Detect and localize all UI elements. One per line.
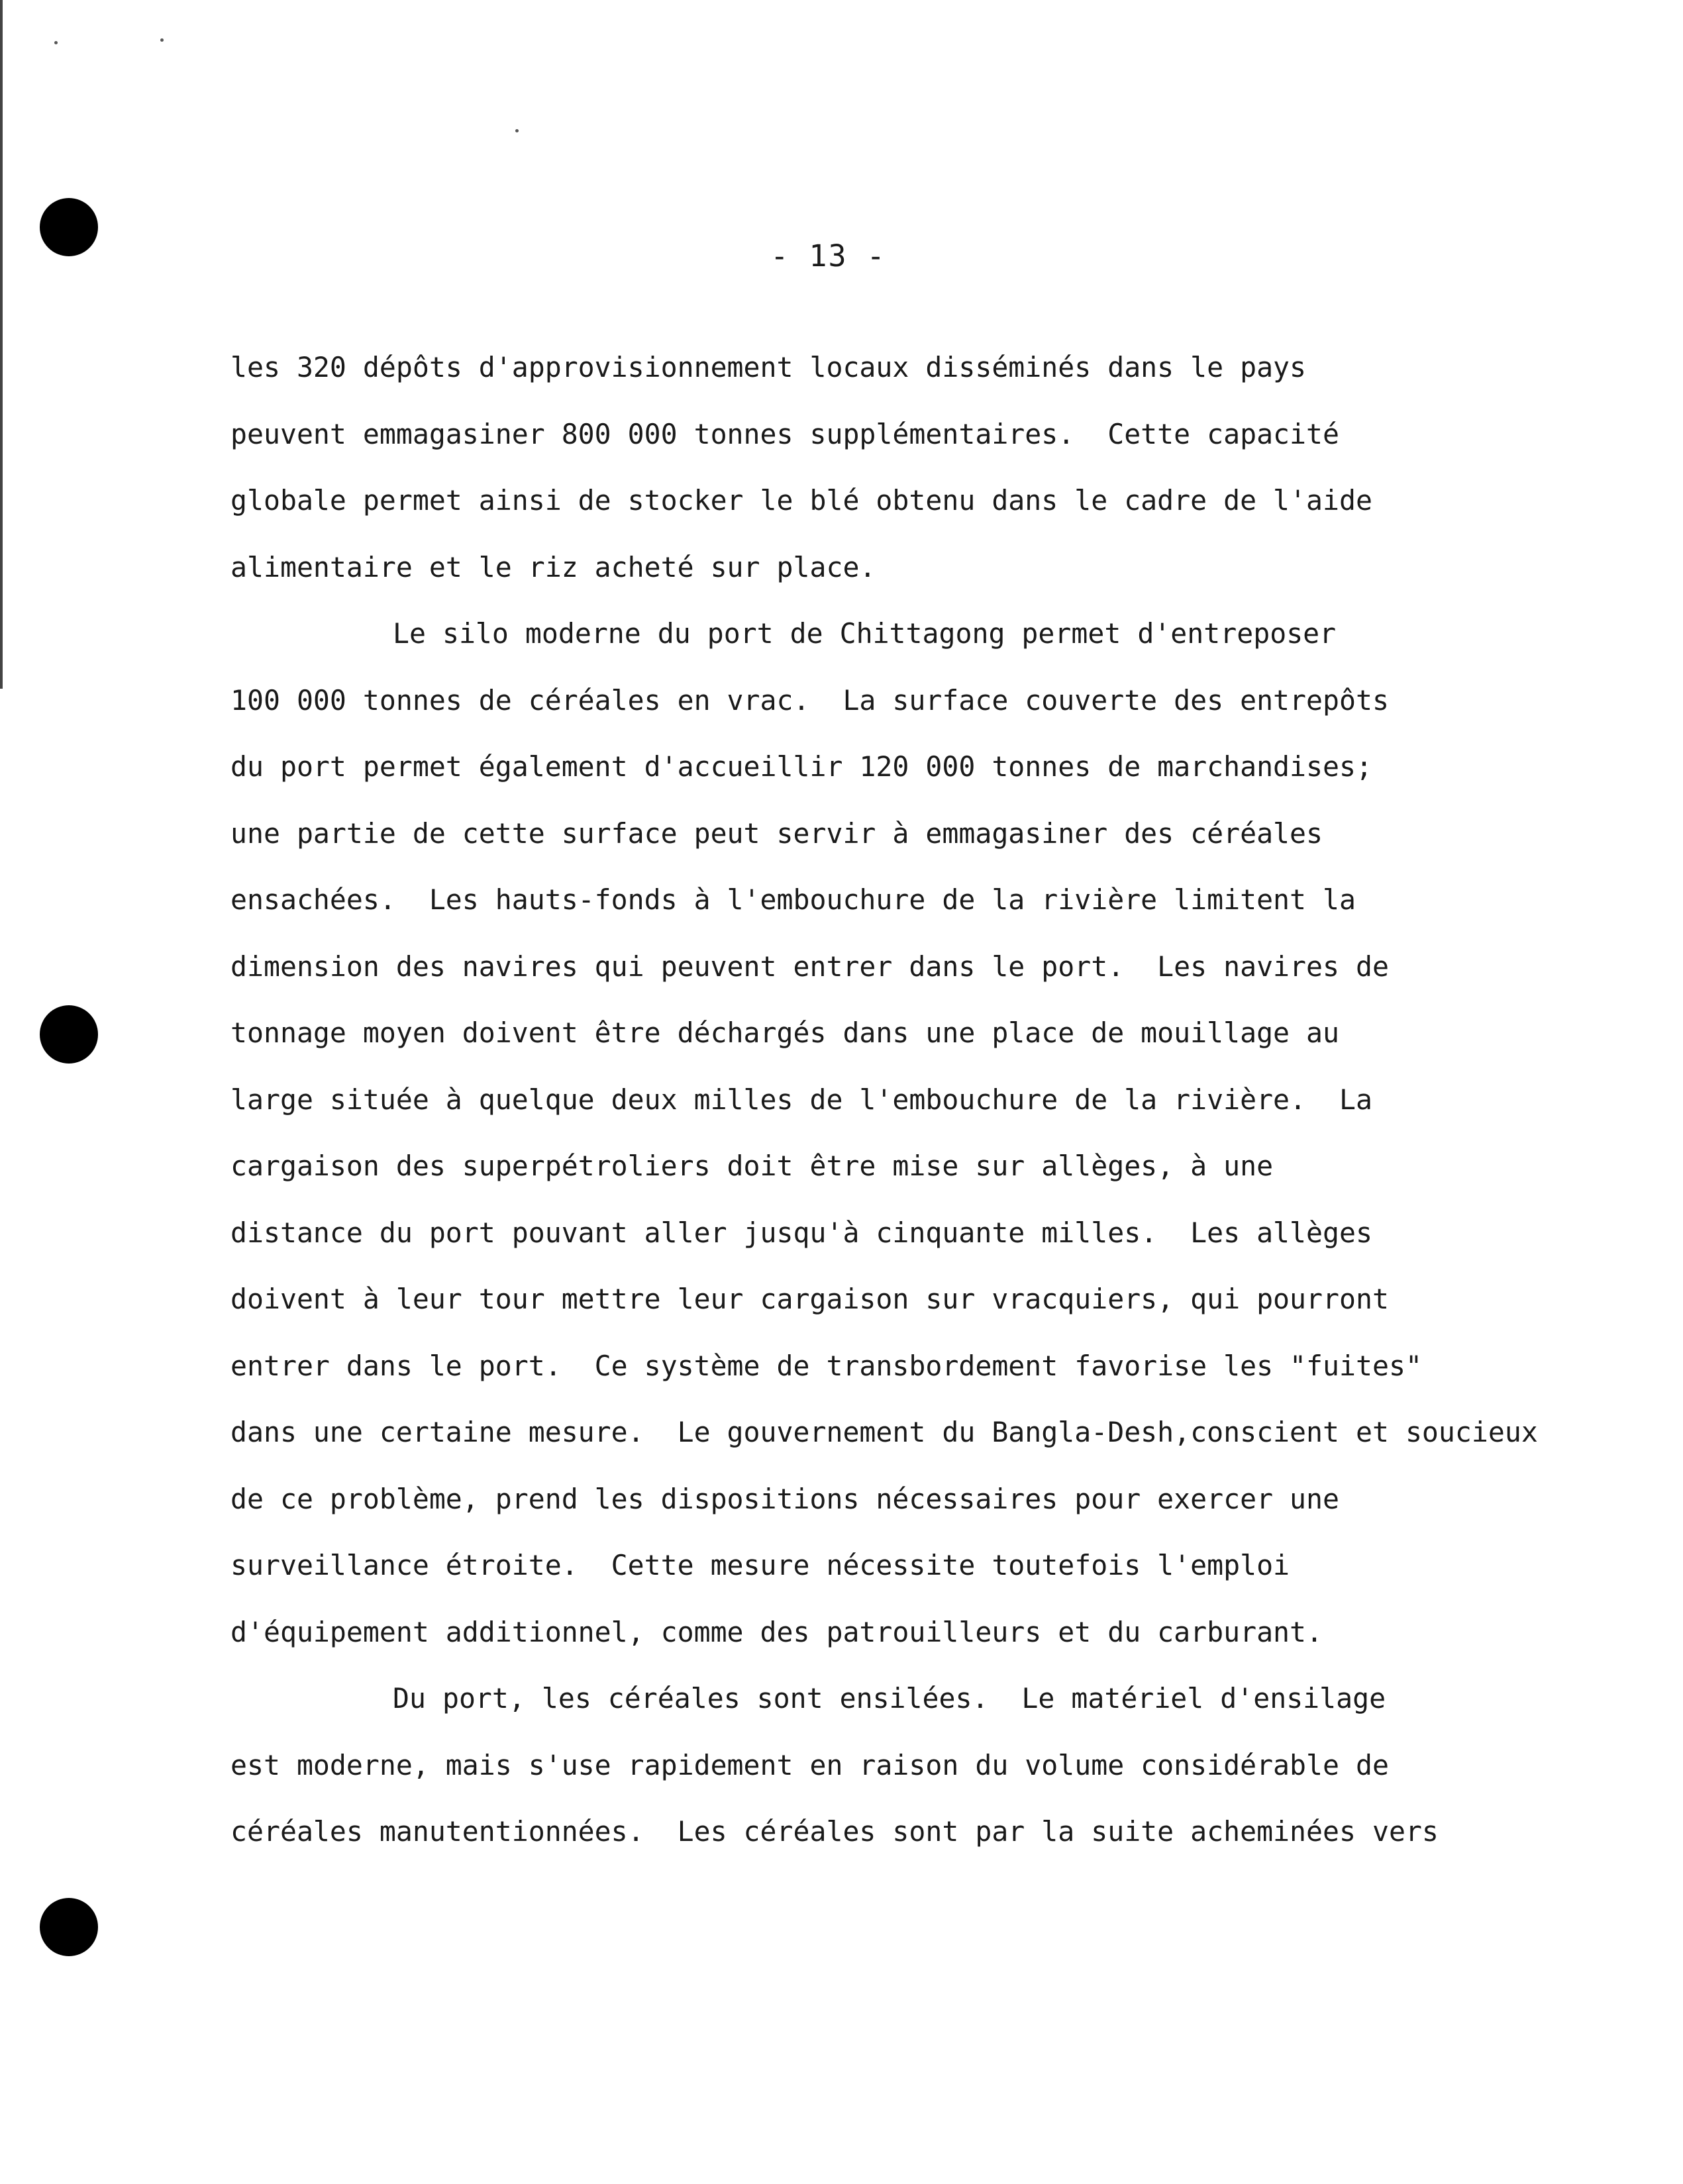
text-line: ensachées. Les hauts-fonds à l'embouchure de la rivière limitent la — [230, 883, 1356, 916]
text-line: distance du port pouvant aller jusqu'à cinquante milles. Les allèges — [230, 1216, 1372, 1249]
page-number: - 13 - — [770, 238, 886, 273]
scan-speck — [160, 38, 164, 42]
text-line: peuvent emmagasiner 800 000 tonnes supplémentaires. Cette capacité — [230, 417, 1340, 450]
paragraph-start-line: Le silo moderne du port de Chittagong permet d'entreposer — [393, 617, 1337, 650]
text-line: 100 000 tonnes de céréales en vrac. La surface couverte des entrepôts — [230, 683, 1389, 717]
paragraph-start-line: Du port, les céréales sont ensilées. Le matériel d'ensilage — [393, 1682, 1386, 1714]
punch-hole-middle — [40, 1005, 98, 1064]
text-line: les 320 dépôts d'approvisionnement locaux disséminés dans le pays — [230, 351, 1307, 383]
scan-speck — [54, 41, 58, 44]
text-line: doivent à leur tour mettre leur cargaison sur vracquiers, qui pourront — [230, 1283, 1389, 1315]
punch-hole-bottom — [40, 1898, 98, 1956]
text-line: surveillance étroite. Cette mesure nécessite toutefois l'emploi — [230, 1549, 1290, 1581]
text-line: d'équipement additionnel, comme des patrouilleurs et du carburant. — [230, 1615, 1323, 1648]
body-text — [230, 334, 1588, 1865]
text-line: dimension des navires qui peuvent entrer dans le port. Les navires de — [230, 950, 1389, 983]
text-line: céréales manutentionnées. Les céréales sont par la suite acheminées vers — [230, 1815, 1439, 1848]
text-line: alimentaire et le riz acheté sur place. — [230, 550, 876, 583]
text-line: tonnage moyen doivent être déchargés dans une place de mouillage au — [230, 1017, 1340, 1049]
text-line: cargaison des superpétroliers doit être mise sur allèges, à une — [230, 1150, 1274, 1182]
text-line: du port permet également d'accueillir 120 000 tonnes de marchandises; — [230, 750, 1372, 783]
text-line: dans une certaine mesure. Le gouvernement du Bangla-Desh,conscient et soucieux — [230, 1416, 1538, 1448]
text-line: est moderne, mais s'use rapidement en raison du volume considérable de — [230, 1748, 1389, 1781]
scan-speck — [515, 129, 519, 132]
text-line: entrer dans le port. Ce système de transbordement favorise les "fuites" — [230, 1349, 1422, 1382]
page-edge-shadow — [0, 0, 3, 689]
text-line: large située à quelque deux milles de l'embouchure de la rivière. La — [230, 1083, 1372, 1116]
text-line: de ce problème, prend les dispositions nécessaires pour exercer une — [230, 1482, 1340, 1515]
text-line: une partie de cette surface peut servir à emmagasiner des céréales — [230, 817, 1323, 850]
text-line: globale permet ainsi de stocker le blé obtenu dans le cadre de l'aide — [230, 484, 1372, 517]
